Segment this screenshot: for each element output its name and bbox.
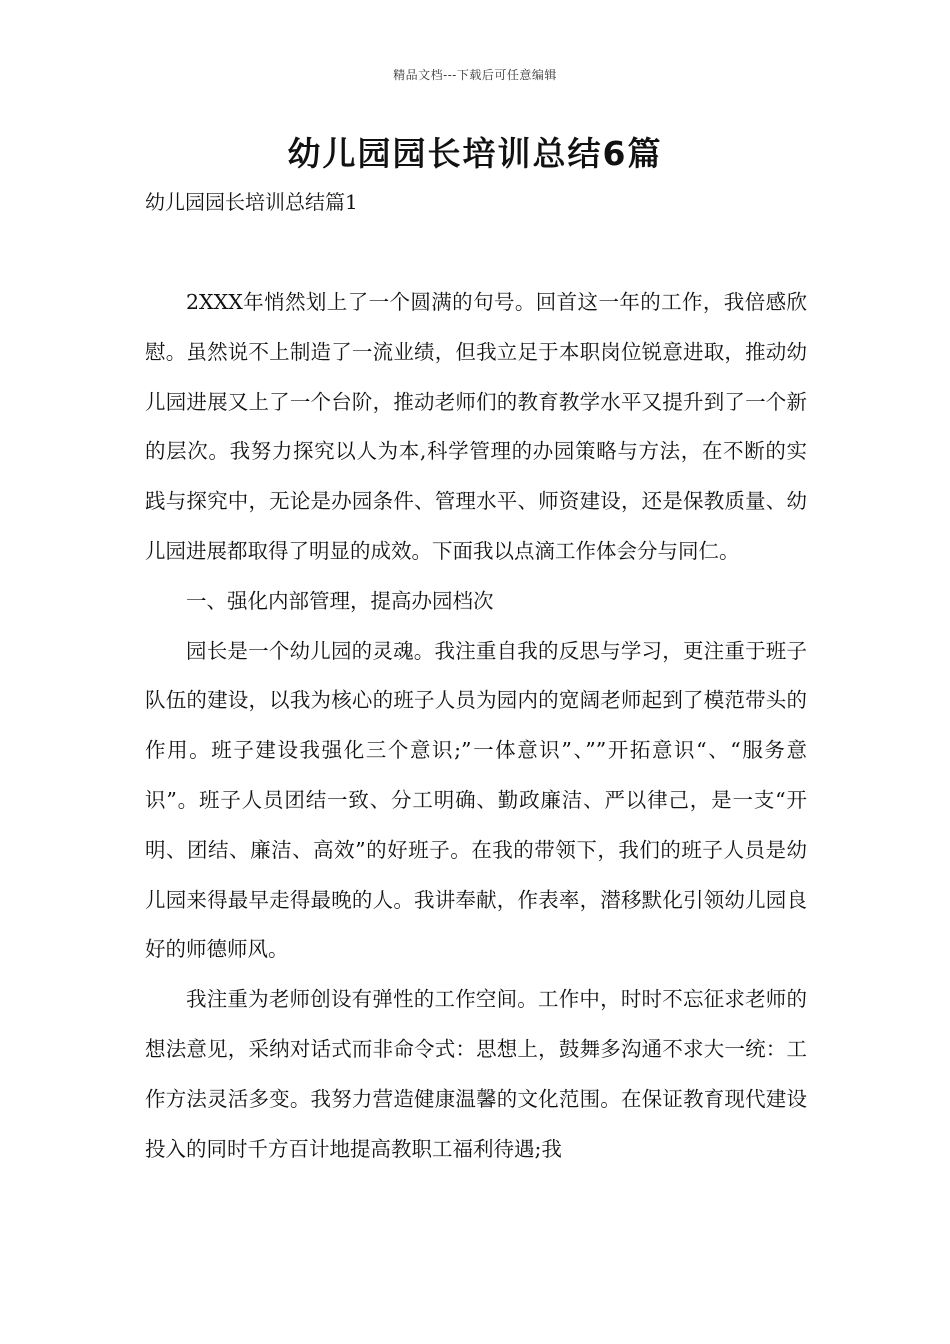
section-heading: 一、强化内部管理，提高办园档次 (186, 588, 494, 613)
document-subtitle: 幼儿园园长培训总结篇1 (145, 190, 358, 214)
paragraph-intro: 2XXX年悄然划上了一个圆满的句号。回首这一年的工作，我倍感欣慰。虽然说不上制造了一流业绩，但我立足于本职岗位锐意进取，推动幼儿园进展又上了一个台阶，推动老师们的教育教学水平又提升到了一个新的层次。我努力探究以人为本,科学管理的办园策略与方法，在不断的实践与探究中，无论是办园条件、管理水平、师资建设，还是保教质量、幼儿园进展都取得了明显的成效。下面我以点滴工作体会分与同仁。 (145, 290, 807, 563)
document-title: 幼儿园园长培训总结6篇 (287, 134, 663, 173)
document-body (145, 278, 807, 1174)
paragraph-workspace: 我注重为老师创设有弹性的工作空间。工作中，时时不忘征求老师的想法意见，采纳对话式而非命令式：思想上，鼓舞多沟通不求大一统：工作方法灵活多变。我努力营造健康温馨的文化范围。在保证教育现代建设投入的同时千方百计地提高教职工福利待遇;我 (145, 987, 807, 1161)
paragraph-leadership: 园长是一个幼儿园的灵魂。我注重自我的反思与学习，更注重于班子队伍的建设，以我为核心的班子人员为园内的宽阔老师起到了模范带头的作用。班子建设我强化三个意识;”一体意识”、””开拓意识“、“服务意识”。班子人员团结一致、分工明确、勤政廉洁、严以律己，是一支“开明、团结、廉洁、高效”的好班子。在我的带领下，我们的班子人员是幼儿园来得最早走得最晚的人。我讲奉献，作表率，潜移默化引领幼儿园良好的师德师风。 (145, 638, 807, 962)
header-note: 精品文档---下载后可任意编辑 (393, 68, 557, 82)
